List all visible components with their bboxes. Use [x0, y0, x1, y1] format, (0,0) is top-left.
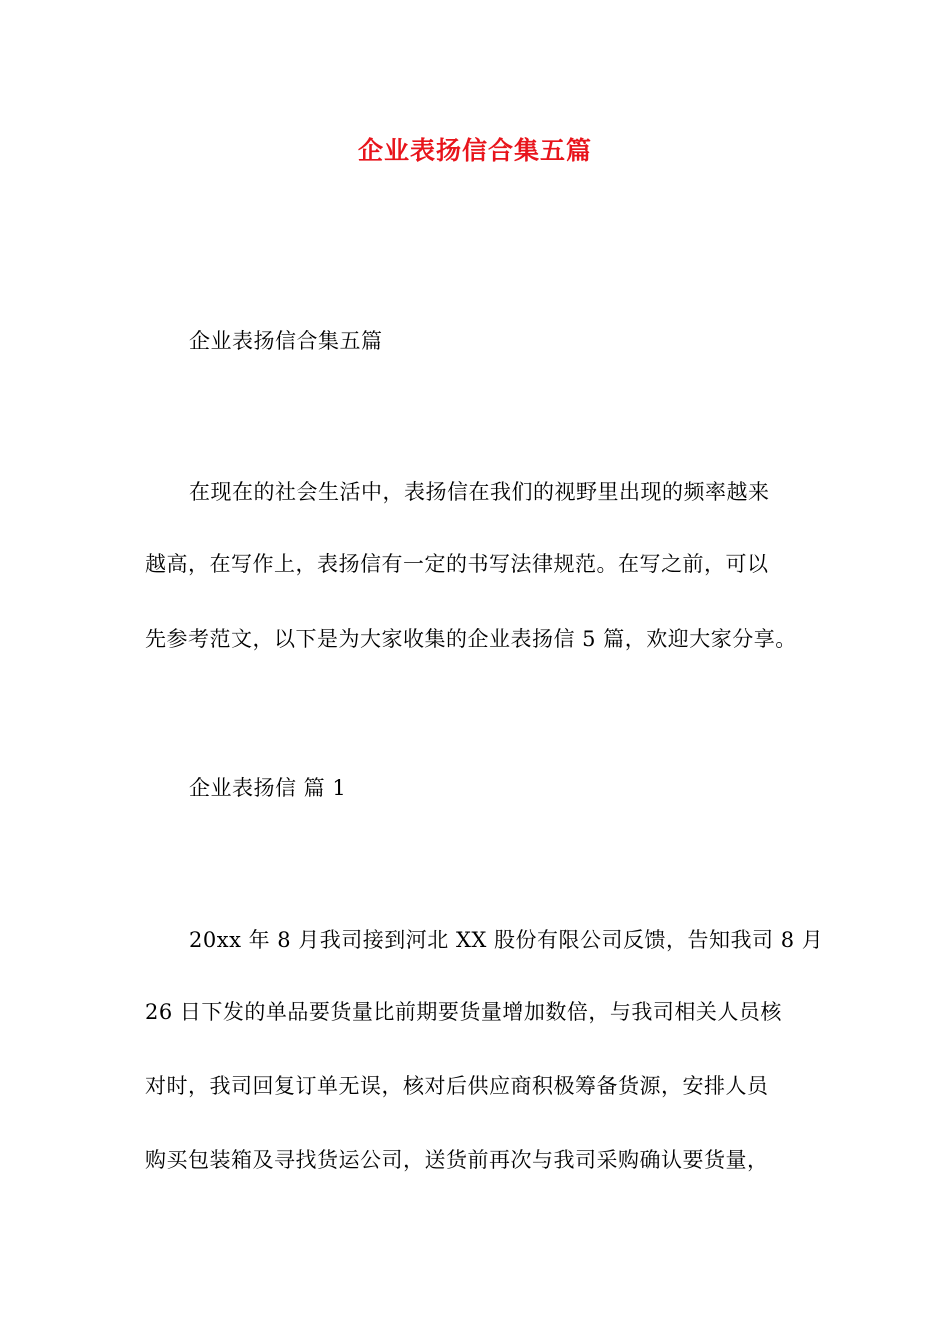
paragraph-line: 在现在的社会生活中，表扬信在我们的视野里出现的频率越来 [189, 480, 770, 504]
heading-text: 企业表扬信合集五篇 [189, 329, 383, 353]
paragraph-line: 越高，在写作上，表扬信有一定的书写法律规范。在写之前，可以 [145, 552, 769, 576]
paragraph-line: 对时，我司回复订单无误，核对后供应商积极筹备货源，安排人员 [145, 1074, 769, 1098]
paragraph-line: 购买包装箱及寻找货运公司，送货前再次与我司采购确认要货量， [145, 1148, 769, 1172]
paragraph-line: 先参考范文，以下是为大家收集的企业表扬信 5 篇，欢迎大家分享。 [145, 627, 797, 651]
paragraph-line: 26 日下发的单品要货量比前期要货量增加数倍，与我司相关人员核 [145, 1000, 782, 1024]
section-heading: 企业表扬信 篇 1 [189, 776, 347, 800]
paragraph-line: 20xx 年 8 月我司接到河北 XX 股份有限公司反馈，告知我司 8 月 [189, 928, 824, 952]
document-title: 企业表扬信合集五篇 [357, 136, 592, 165]
